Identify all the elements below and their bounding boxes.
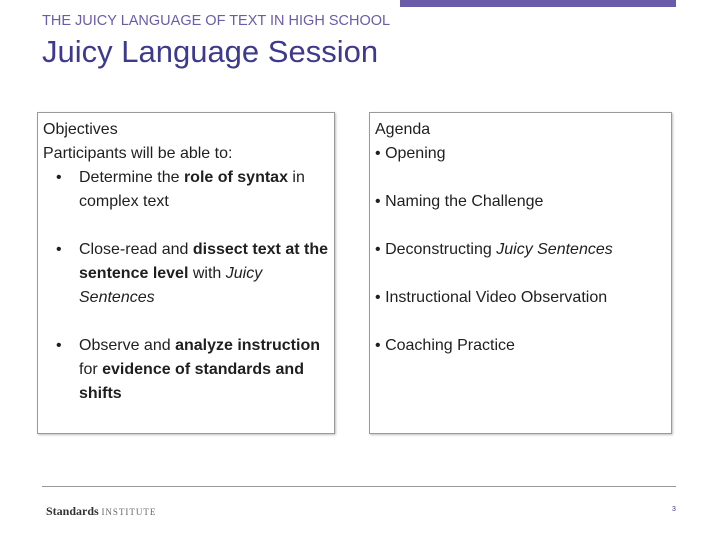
objective-bullet: • (56, 169, 62, 186)
agenda-item-naming-challenge: • Naming the Challenge (375, 193, 544, 210)
objective-item-1: Determine the role of syntax in complex text (79, 169, 305, 210)
slide-title: Juicy Language Session (42, 34, 379, 69)
agenda-item-opening: • Opening (375, 145, 446, 162)
agenda-item-video-observation: • Instructional Video Observation (375, 289, 608, 306)
agenda-item-deconstructing: • Deconstructing Juicy Sentences (375, 241, 613, 258)
objective-item-2: Close-read and dissect text at the sentence level with Juicy Sentences (79, 241, 328, 306)
objectives-heading: Objectives (43, 121, 118, 138)
footer-divider (42, 486, 676, 487)
page-number: 3 (672, 506, 676, 513)
agenda-item-coaching-practice: • Coaching Practice (375, 337, 515, 354)
standards-institute-logo: Standards INSTITUTE (46, 504, 157, 518)
objective-bullet: • (56, 241, 62, 258)
objectives-intro: Participants will be able to: (43, 145, 233, 162)
agenda-heading: Agenda (375, 121, 431, 138)
section-eyebrow: THE JUICY LANGUAGE OF TEXT IN HIGH SCHOOL (42, 13, 391, 29)
objective-bullet: • (56, 337, 62, 354)
objective-item-3: Observe and analyze instruction for evidence of standards and shifts (79, 337, 320, 402)
top-accent-bar (400, 0, 676, 7)
